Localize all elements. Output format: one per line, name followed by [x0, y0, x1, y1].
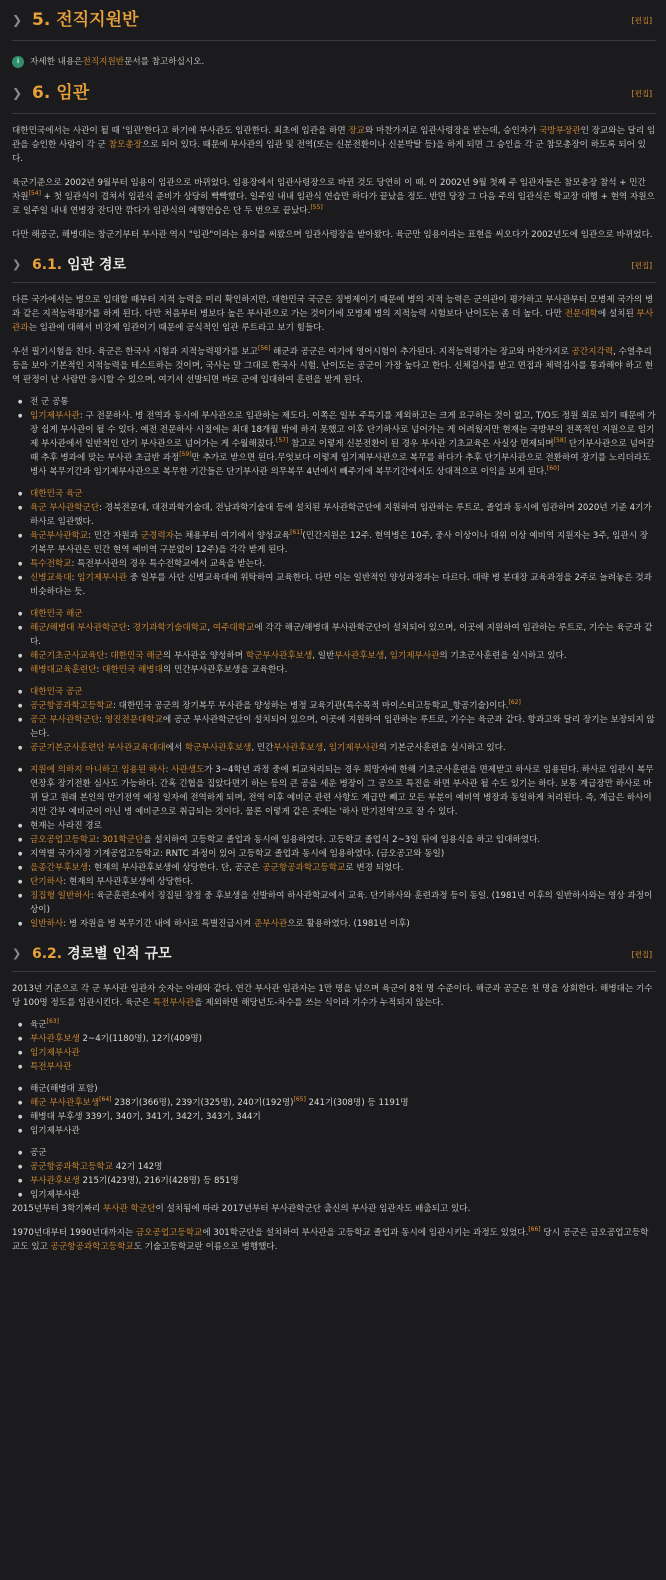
link[interactable]: 부사관후보생 [30, 1034, 80, 1044]
link[interactable]: 부사관후보생 [30, 1176, 80, 1186]
list-item: ● 임기제부사관 [30, 1124, 656, 1138]
link[interactable]: 해병대교육훈련단 [30, 665, 97, 675]
link[interactable]: 사관생도 [171, 765, 205, 775]
link[interactable]: 301학군단 [102, 835, 144, 845]
list-item: ● 해병대 부후생 339기, 340기, 341기, 342기, 343기, 344기 [30, 1110, 656, 1124]
link[interactable]: 공군 부사관학군단 [30, 715, 100, 725]
link[interactable]: 해군기초군사교육단 [30, 651, 105, 661]
list-item: ● 해군 부사관후보생[64] 238기(366명), 239기(325명), 240기(192명)[65] 241기(308명) 등 1191명 [30, 1096, 656, 1110]
link[interactable]: 임기제부사관 [389, 651, 440, 661]
section-title: 임관 경로 [67, 257, 127, 273]
link[interactable]: 대한민국 해군 [110, 651, 163, 661]
footnote[interactable]: [59] [179, 451, 192, 459]
link[interactable]: 부사관과 [12, 309, 654, 333]
route-list-airforce [12, 685, 656, 755]
edit-link[interactable]: [편집] [631, 16, 652, 25]
list-item: ● 현재는 사라진 경로 [30, 819, 656, 833]
footnote[interactable]: [60] [546, 465, 560, 473]
footnote[interactable]: [57] [276, 437, 289, 445]
link[interactable]: 해군/해병대 부사관학군단 [30, 623, 127, 633]
link[interactable]: 공군기본군사훈련단 [30, 743, 105, 753]
section-number: 6. [32, 83, 51, 103]
chevron-down-icon[interactable]: ❯ [12, 86, 23, 100]
link[interactable]: 단기하사 [30, 877, 64, 887]
link[interactable]: 부사관후보생 [334, 651, 385, 661]
list-item: ● 육군[63] [30, 1018, 656, 1032]
chevron-down-icon[interactable]: ❯ [12, 947, 22, 960]
link[interactable]: 육군부사관학교 [30, 531, 89, 541]
link[interactable]: 국방부장관 [539, 126, 581, 136]
size-list-airforce [12, 1146, 656, 1202]
section-title: 경로별 인적 규모 [67, 946, 172, 962]
link[interactable]: 임기제부사관 [30, 411, 80, 421]
footnote[interactable]: [63] [46, 1018, 59, 1026]
paragraph: 다만 해공군, 해병대는 창군기부터 부사관 역시 "임관"이라는 용어를 써왔으며 임관사령장을 받아왔다. 육군만 임용이라는 표현을 써오다가 2002년도에 임관으로 바뀌었다. [12, 230, 653, 240]
list-item: ● 해군/해병대 부사관학군단: 경기과학기술대학교, 여주대학교에 각각 해군/해병대 부사관학군단이 설치되어 있으며, 이곳에 지원하여 임관하는 루트로, 기수는 육군과 같다. [30, 621, 656, 649]
list-item: ● 특수전학교: 특전부사관의 경우 특수전학교에서 교육을 받는다. [30, 557, 656, 571]
list-item: ● 부사관후보생 215기(423명), 216기(428명) 등 851명 [30, 1174, 656, 1188]
paragraph: 2013년 기준으로 각 군 부사관 임관자 숫자는 아래와 같다. 연간 부사관 임관자는 1만 명을 넘으며 육군이 8천 명 수준이다. 해군과 공군은 천 명을 상회한다. 해병대는 기수당 100명 정도를 임관시킨다. 육군은 특전부사관을 제외하면 해당년도-차수를 쓰는 식이라 기수가 누적되지 않는다. [12, 984, 653, 1008]
link[interactable]: 대한민국 해군 [30, 609, 83, 619]
link[interactable]: 임기제부사관 [328, 743, 379, 753]
list-item: ● 육군부사관학교: 민간 자원과 군경력자는 채용부터 여기에서 양성교육[61](민간지원은 12주. 현역병은 10주, 중사 이상이나 대위 이상 예비역 지원자는 3주, 임관시 장기복무 부사관은 민간 현역 예비역 구분없이 12주)을 각각 받게 된다. [30, 529, 656, 557]
list-item: ● 공군항공과학고등학교 42기 142명 [30, 1160, 656, 1174]
link[interactable]: 대한민국 육군 [30, 489, 83, 499]
footnote[interactable]: [62] [508, 699, 521, 707]
list-item: ● 공군 부사관학군단: 영진전문대학교에 공군 부사관학군단이 설치되어 있으며, 이곳에 지원하여 임관하는 루트로, 기수는 육군과 같다. 항과고와 달리 장기는 보장되지 않는다. [30, 713, 656, 741]
section-heading-6[interactable] [12, 73, 656, 114]
paragraph: 우선 필기시험을 친다. 육군은 한국사 시험과 지적능력평가를 보고[56] 해군과 공군은 여기에 영어시험이 추가된다. 지적능력평가는 장교와 마찬가지로 공간지각력, 수열추리 등을 보아 기본적인 지적능력을 테스트하는 것이며, 국사는 말 그대로 한국사 시험. 난이도는 공군이 가장 높다고 한다. 신체검사를 받고 면접과 체력검사를 통과해야 하고 현역 판정이 난 사람만 응시할 수 있으며, 여기서 선발되면 바로 군에 입대하여 훈련을 받게 된다. [12, 345, 654, 385]
link[interactable]: 공군항공과학고등학교 [262, 863, 346, 873]
link[interactable]: 을종간부후보생 [30, 863, 89, 873]
footnote[interactable]: [65] [293, 1096, 306, 1104]
paragraph: 1970년대부터 1990년대까지는 금오공업고등학교에 301학군단을 설치하여 부사관을 고등학교 졸업과 동시에 임관시키는 과정도 있었다.[66] 당시 공군은 금오공업고등학교도 있고 공군항공과학고등학교도 기술고등학교란 이름으로 병행했다. [12, 1226, 649, 1252]
link[interactable]: 경기과학기술대학교 [132, 623, 208, 633]
link[interactable]: 부사관 학군단 [102, 1204, 156, 1214]
paragraph: 다른 국가에서는 병으로 입대할 때부터 지적 능력을 미리 확인하지만, 대한민국 국군은 징병제이기 때문에 병의 지적 능력은 군의관이 평가하고 부사관부터 모병제 국가의 병과 같은 지적능력평가를 하게 된다. 다만 처음부터 병보다 높은 부사관으로 가는 것이기에 모병제 병의 지적능력 시험보다 난이도는 좀 더 높다. 다만 전문대학에 설치된 부사관과는 임관에 대해서 비강제 임관이기 때문에 공식적인 임관 루트라고 보기 힘들다. [12, 295, 654, 333]
footnote[interactable]: [54] [28, 190, 41, 198]
list-item: ● 지역별 국가지정 기계공업고등학교: RNTC 과정이 있어 고등학교 졸업과 동시에 임용하였다. (금오공고와 동일) [30, 847, 656, 861]
list-item: ● 금오공업고등학교: 301학군단을 설치하여 고등학교 졸업과 동시에 임용하였다. 고등학교 졸업식 2~3일 뒤에 임용식을 하고 입대하였다. [30, 833, 656, 847]
list-item [30, 487, 656, 501]
link[interactable]: 준부사관 [254, 919, 288, 929]
list-item: ● 해군기초군사교육단: 대한민국 해군의 부사관을 양성하며 학군부사관후보생, 일반부사관후보생, 임기제부사관의 기초군사훈련을 실시하고 있다. [30, 649, 656, 663]
size-list-navy [12, 1082, 656, 1138]
link[interactable]: 장교 [348, 126, 365, 136]
section-number: 6.1. [32, 257, 63, 273]
link[interactable]: 전문대학 [564, 309, 598, 319]
list-item [30, 1046, 656, 1060]
list-item: ● 신병교육대: 임기제부사관 중 일부를 사단 신병교육대에 위탁하여 교육한다. 다만 이는 일반적인 양성과정과는 다르다. 대략 병 분대장 교육과정을 2주로 늘려놓은 것과 비슷하다는 듯. [30, 571, 656, 599]
footnote[interactable]: [58] [553, 437, 566, 445]
list-item: ● 해병대교육훈련단: 대한민국 해병대의 민간부사관후보생을 교육한다. [30, 663, 656, 677]
list-item: ● 공군항공과학고등학교: 대한민국 공군의 장기복무 부사관을 양성하는 병정 교육기관(특수목적 마이스터고등학교_항공기술)이다.[62] [30, 699, 656, 713]
route-list-other [12, 763, 656, 931]
chevron-down-icon[interactable]: ❯ [12, 13, 23, 27]
footnote[interactable]: [55] [310, 204, 323, 212]
link[interactable]: 임기제부사관 [30, 1048, 80, 1058]
footnote[interactable]: [66] [528, 1226, 541, 1234]
info-icon: i [12, 56, 24, 68]
link[interactable]: 해군 부사관후보생 [30, 1098, 100, 1108]
link[interactable]: 참모총장 [108, 140, 142, 150]
edit-link[interactable]: [편집] [631, 89, 652, 98]
paragraph: 육군기준으로 2002년 9월부터 임용이 임관으로 바뀌었다. 임용장에서 임관사령장으로 바뀐 것도 당연히 이 때. 이 2002년 9월 첫째 주 임관자들은 참모총장 참석 + 민간 자원[54] + 첫 임관식이 겹쳐서 임관식 준비가 상당히 빡빡했다. 일주일 내내 임관식 연습만 하다가 끝났을 정도. 반면 당장 그 다음 주의 임관식은 학교장 대행 + 현역 자원으로 일주일 내내 연병장 잔디만 깎다가 임관식의 예행연습은 단 두 번으로 끝났다.[55] [12, 178, 655, 216]
link[interactable]: 대한민국 해병대 [102, 665, 163, 675]
footnote[interactable]: [61] [290, 529, 303, 537]
link[interactable]: 징집형 일반하사 [30, 891, 91, 901]
section-number: 6.2. [32, 946, 63, 962]
paragraph: 2015년부터 3학기짜리 부사관 학군단이 설치됨에 따라 2017년부터 부사관학군단 출신의 부사관 임관자도 배출되고 있다. [12, 1204, 471, 1214]
list-item [30, 607, 656, 621]
notice-line: i 자세한 내용은 전직지원반 문서를 참고하십시오. [12, 51, 656, 73]
link[interactable]: 금오공업고등학교 [30, 835, 97, 845]
section-title: 임관 [56, 83, 90, 103]
route-list-navy [12, 607, 656, 677]
list-item: ● 공군기본군사훈련단 부사관교육대대에서 학군부사관후보생, 민간부사관후보생, 임기제부사관의 기본군사훈련을 실시하고 있다. [30, 741, 656, 755]
list-item: ● 전 군 공통 [30, 395, 656, 409]
list-item: ● 일반하사: 병 자원을 병 복무기간 내에 하사로 특별진급시켜 준부사관으로 활용하였다. (1981년 이후) [30, 917, 656, 931]
link[interactable]: 여주대학교 [212, 623, 255, 633]
link[interactable]: 임기제부사관 [77, 573, 127, 583]
link[interactable]: 학군부사관후보생 [184, 743, 252, 753]
link[interactable]: 학군부사관후보생 [245, 651, 313, 661]
route-list-army [12, 487, 656, 599]
list-item: ● 육군 부사관학군단: 경북전문대, 대전과학기술대, 전남과학기술대 등에 설치된 부사관학군단에 지원하여 임관하는 루트로, 졸업과 동시에 임관하며 2020년 기준 4기가 하사로 임관했다. [30, 501, 656, 529]
section-number: 5. [32, 10, 51, 30]
list-item: ● 징집형 일반하사: 육군훈련소에서 징집된 장정 중 후보생을 선발하여 하사관학교에서 교육. 단기하사와 훈련과정 등이 동일. (1981년 이후의 일반하사와는 영상 과정이 상이) [30, 889, 656, 917]
size-list-army [12, 1018, 656, 1074]
section-heading-6-2[interactable] [12, 937, 656, 972]
footnote[interactable]: [56] [258, 345, 271, 353]
list-item [30, 685, 656, 699]
list-item: ● 임기제부사관 [30, 1188, 656, 1202]
section-heading-5[interactable] [12, 0, 656, 41]
edit-link[interactable]: [편집] [631, 950, 652, 959]
link[interactable]: 지원에 의하지 아니하고 임용된 하사 [30, 765, 166, 775]
link[interactable]: 공군항공과학고등학교 [50, 1242, 134, 1252]
list-item: ● 을종간부후보생: 현재의 부사관후보생에 상당한다. 단, 공군은 공군항공과학고등학교로 변경 되었다. [30, 861, 656, 875]
route-list-common [12, 395, 656, 479]
link[interactable]: 공군항공과학고등학교 [30, 701, 114, 711]
link[interactable]: 공간지각력 [571, 347, 614, 357]
link[interactable]: 특전부사관 [30, 1062, 72, 1072]
link[interactable]: 특수전학교 [30, 559, 72, 569]
section-title: 전직지원반 [56, 10, 139, 30]
list-item: ● 지원에 의하지 아니하고 임용된 하사: 사관생도가 3~4학년 과정 중에 퇴교처리되는 경우 희망자에 한해 기초군사훈련을 면제받고 하사로 임용된다. 하사로 임관시 복무연장후 장기전환 심사도 가능하다. 간혹 긴협을 집았다면기 하는 등의 큰 공을 세운 병장이 그 공으로 특진을 하면 부사관 될 수도 있기는 하다. 보통 계급장만 하사로 바뀌 달고 원래 본인의 만기전역 예정 일자에 전역하게 되며, 전역 이후 예비군 관련 사항도 계급만 빼고 모든 부분이 예비역 병장과 동일하게 처리된다. 즉, 계급은 하사이지만 간부 예비군이 아닌 병 예비군으로 취급되는 것이다. 물론 이렇게 같은 곳에는 '하사 만기전역'으로 잘 수 있다. [30, 763, 656, 819]
notice-link[interactable]: 전직지원반 [82, 57, 125, 67]
link[interactable]: 육군 부사관학군단 [30, 503, 100, 513]
link[interactable]: 부사관교육대대 [107, 743, 166, 753]
link[interactable]: 공군항공과학고등학교 [30, 1162, 114, 1172]
link[interactable]: 일반하사 [30, 919, 64, 929]
section-heading-6-1[interactable] [12, 248, 656, 283]
list-item: ● 임기제부사관: 구 전문하사. 병 전역과 동시에 부사관으로 임관하는 제도다. 이쪽은 일부 주특기를 제외하고는 크게 요구하는 것이 없고, T/O도 정원 외로 되기 때문에 가장 쉽게 부사관이 될 수 있다. 예전 전문하사 시절에는 최대 18개월 밖에 하지 못했고 이후 단기하사로 넘어가는 게 어려웠지만 현재는 국방부의 전폭적인 지원으로 임기제 부사관에서 일반적인 단기 부사관으로 넘어가는 게 수월해졌다.[57] 참고로 이렇게 신분전환이 된 경우 부사관 기초교육은 사실상 면제되며[58] 단기부사관으로 넘어갈때 추후 병과에 맞는 부사관 초급반 과정[59]만 추가로 받으면 된다.무엇보다 이렇게 임기제부사관으로 복무를 하다가 추후 단기부사관으로 전환하여 장기를 노리더라도 병사 복무기간과 임기제부사관으로 복무한 기간들은 단기부사관 의무복무 4년에서 빼주기에 복무기간에서도 상대적으로 이익을 보게 된다.[60] [30, 409, 656, 479]
link[interactable]: 신병교육대 [30, 573, 72, 583]
link[interactable]: 부사관후보생 [273, 743, 324, 753]
list-item: ● 단기하사: 현재의 부사관후보생에 상당한다. [30, 875, 656, 889]
edit-link[interactable]: [편집] [631, 261, 652, 270]
list-item: ● 부사관후보생 2~4기(1180명), 12기(409명) [30, 1032, 656, 1046]
link[interactable]: 금오공업고등학교 [135, 1228, 203, 1238]
link[interactable]: 대한민국 공군 [30, 687, 83, 697]
paragraph: 대한민국에서는 사관이 될 때 '임관'한다고 하기에 부사관도 임관한다. 최초에 임관을 하면 장교와 마찬가지로 임관사령장을 받는데, 승인자가 국방부장관인 장교와는 달리 임관을 승인한 사람이 각 군 참모총장으로 되어 있다. 때문에 부사관의 임관 및 전역(또는 신분전환이나 신분박탈 등)을 하게 되면 그 승인을 각 군 참모총장이 하도록 되어 있다. [12, 126, 656, 164]
list-item: ● 해군(해병대 포함) [30, 1082, 656, 1096]
list-item [30, 1060, 656, 1074]
link[interactable]: 특전부사관 [152, 998, 195, 1008]
chevron-down-icon[interactable]: ❯ [12, 258, 22, 271]
footnote[interactable]: [64] [99, 1096, 112, 1104]
link[interactable]: 영진전문대학교 [104, 715, 163, 725]
list-item: ● 공군 [30, 1146, 656, 1160]
link[interactable]: 군경력자 [140, 531, 174, 541]
